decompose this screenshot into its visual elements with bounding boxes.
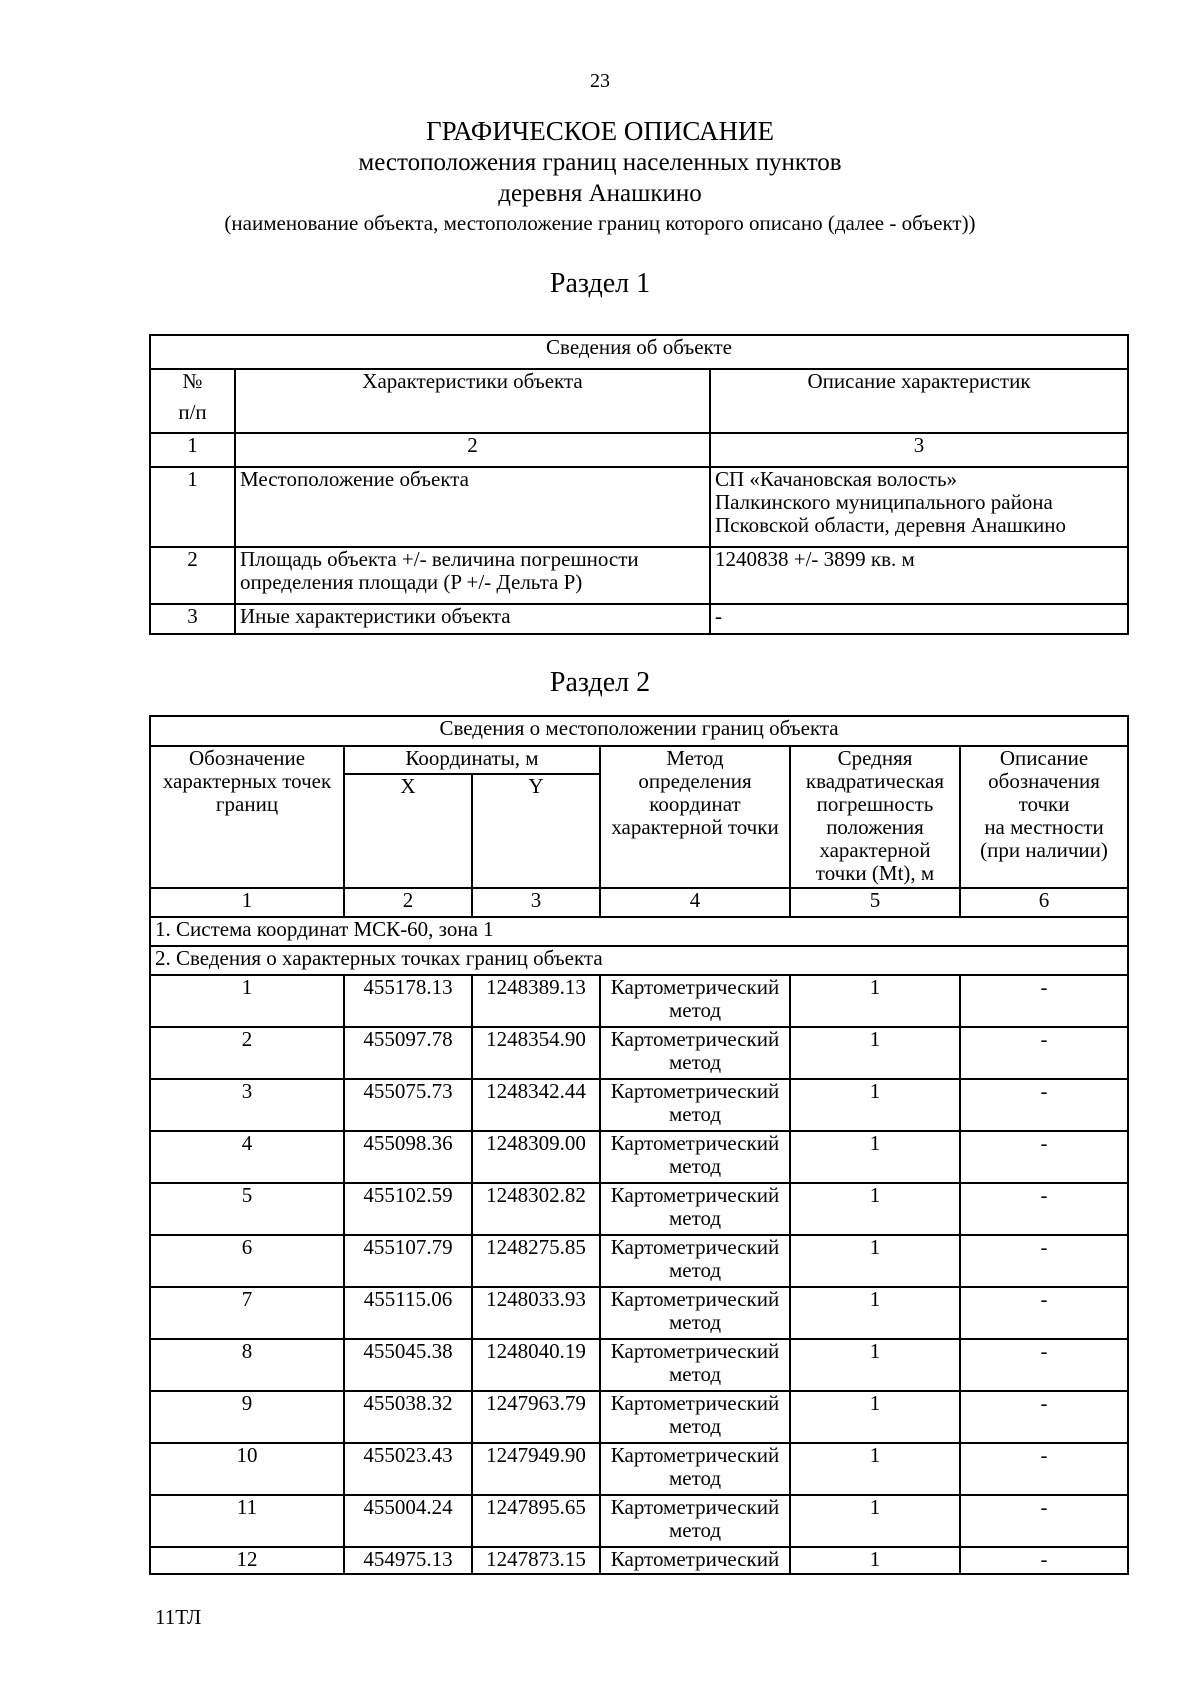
method-cell: Картометрический метод [600, 1131, 790, 1183]
point-description-cell: - [960, 1183, 1128, 1235]
column-header-number: № п/п [150, 369, 235, 433]
row-number: 1 [150, 467, 235, 547]
point-description-cell: - [960, 1339, 1128, 1391]
object-info-table [149, 334, 1129, 635]
point-id-cell: 1 [150, 975, 344, 1027]
table-row [150, 1131, 1128, 1183]
x-coordinate-cell: 455178.13 [344, 975, 472, 1027]
error-cell: 1 [790, 1183, 960, 1235]
error-cell: 1 [790, 1235, 960, 1287]
column-index: 1 [150, 888, 344, 917]
y-coordinate-cell: 1248302.82 [472, 1183, 600, 1235]
table-row [150, 547, 1128, 604]
table-title: Сведения об объекте [150, 335, 1128, 369]
x-coordinate-cell: 455023.43 [344, 1443, 472, 1495]
point-description-cell: - [960, 1287, 1128, 1339]
point-id-cell: 2 [150, 1027, 344, 1079]
x-coordinate-cell: 455097.78 [344, 1027, 472, 1079]
section-2-heading: Раздел 2 [549, 667, 651, 698]
description-cell: 1240838 +/- 3899 кв. м [710, 547, 1128, 604]
point-description-cell: - [960, 1027, 1128, 1079]
characteristic-cell: Иные характеристики объекта [235, 604, 710, 634]
column-index: 3 [472, 888, 600, 917]
document-subtitle: местоположения границ населенных пунктов [358, 149, 842, 176]
method-cell: Картометрический метод [600, 1235, 790, 1287]
method-cell: Картометрический метод [600, 1027, 790, 1079]
column-index: 6 [960, 888, 1128, 917]
object-name-caption: (наименование объекта, местоположение границ которого описано (далее - объект)) [224, 211, 976, 235]
point-description-cell: - [960, 1391, 1128, 1443]
point-id-cell: 9 [150, 1391, 344, 1443]
section-1-heading: Раздел 1 [549, 268, 651, 299]
column-header-method: Метод определения координат характерной точки [600, 746, 790, 888]
method-cell: Картометрический метод [600, 975, 790, 1027]
method-cell: Картометрический метод [600, 1391, 790, 1443]
x-coordinate-cell: 455075.73 [344, 1079, 472, 1131]
row-number: 2 [150, 547, 235, 604]
boundary-points-table [149, 715, 1129, 1575]
points-body [150, 975, 1128, 1574]
description-cell: СП «Качановская волость» Палкинского муниципального района Псковской области, деревня Анашкино [710, 467, 1128, 547]
column-index: 2 [344, 888, 472, 917]
column-index: 5 [790, 888, 960, 917]
y-coordinate-cell: 1247873.15 [472, 1547, 600, 1574]
point-description-cell: - [960, 1235, 1128, 1287]
point-id-cell: 5 [150, 1183, 344, 1235]
method-cell: Картометрический метод [600, 1287, 790, 1339]
point-id-cell: 10 [150, 1443, 344, 1495]
x-coordinate-cell: 455045.38 [344, 1339, 472, 1391]
coordinate-system-row: 1. Система координат МСК-60, зона 1 [150, 917, 1128, 946]
column-index: 3 [710, 433, 1128, 467]
characteristic-cell: Площадь объекта +/- величина погрешности определения площади (P +/- Дельта P) [235, 547, 710, 604]
error-cell: 1 [790, 1131, 960, 1183]
table-row [150, 467, 1128, 547]
y-coordinate-cell: 1247895.65 [472, 1495, 600, 1547]
y-coordinate-cell: 1248033.93 [472, 1287, 600, 1339]
page-number: 23 [590, 70, 610, 92]
error-cell: 1 [790, 1547, 960, 1574]
error-cell: 1 [790, 1079, 960, 1131]
error-cell: 1 [790, 1027, 960, 1079]
column-header-x: X [344, 774, 472, 888]
y-coordinate-cell: 1248040.19 [472, 1339, 600, 1391]
table-row [150, 975, 1128, 1027]
point-description-cell: - [960, 1495, 1128, 1547]
x-coordinate-cell: 455004.24 [344, 1495, 472, 1547]
x-coordinate-cell: 455098.36 [344, 1131, 472, 1183]
column-index: 2 [235, 433, 710, 467]
method-cell: Картометрический метод [600, 1339, 790, 1391]
characteristic-cell: Местоположение объекта [235, 467, 710, 547]
column-index: 1 [150, 433, 235, 467]
table-row [150, 1027, 1128, 1079]
column-header-point-description: Описание обозначения точки на местности (при наличии) [960, 746, 1128, 888]
table-row [150, 1287, 1128, 1339]
error-cell: 1 [790, 1443, 960, 1495]
table-title: Сведения о местоположении границ объекта [150, 716, 1128, 746]
column-header-y: Y [472, 774, 600, 888]
error-cell: 1 [790, 1495, 960, 1547]
table-row [150, 1339, 1128, 1391]
points-section-row: 2. Сведения о характерных точках границ объекта [150, 946, 1128, 975]
y-coordinate-cell: 1247949.90 [472, 1443, 600, 1495]
point-description-cell: - [960, 975, 1128, 1027]
table-row [150, 1495, 1128, 1547]
table-row [150, 1547, 1128, 1574]
column-index: 4 [600, 888, 790, 917]
method-cell: Картометрический метод [600, 1443, 790, 1495]
object-name: деревня Анашкино [498, 180, 702, 207]
column-header-error: Средняя квадратическая погрешность положения характерной точки (Mt), м [790, 746, 960, 888]
error-cell: 1 [790, 975, 960, 1027]
y-coordinate-cell: 1247963.79 [472, 1391, 600, 1443]
x-coordinate-cell: 455038.32 [344, 1391, 472, 1443]
row-number: 3 [150, 604, 235, 634]
error-cell: 1 [790, 1287, 960, 1339]
point-id-cell: 3 [150, 1079, 344, 1131]
table-row [150, 1391, 1128, 1443]
table-row [150, 1183, 1128, 1235]
point-id-cell: 4 [150, 1131, 344, 1183]
x-coordinate-cell: 455102.59 [344, 1183, 472, 1235]
y-coordinate-cell: 1248354.90 [472, 1027, 600, 1079]
point-description-cell: - [960, 1547, 1128, 1574]
y-coordinate-cell: 1248342.44 [472, 1079, 600, 1131]
y-coordinate-cell: 1248309.00 [472, 1131, 600, 1183]
column-header-point: Обозначение характерных точек границ [150, 746, 344, 888]
error-cell: 1 [790, 1339, 960, 1391]
column-header-coordinates: Координаты, м [344, 746, 600, 774]
point-id-cell: 11 [150, 1495, 344, 1547]
footer-code: 11ТЛ [155, 1605, 202, 1629]
table-row [150, 1079, 1128, 1131]
method-cell: Картометрический [600, 1547, 790, 1574]
error-cell: 1 [790, 1391, 960, 1443]
point-description-cell: - [960, 1079, 1128, 1131]
y-coordinate-cell: 1248275.85 [472, 1235, 600, 1287]
method-cell: Картометрический метод [600, 1495, 790, 1547]
x-coordinate-cell: 454975.13 [344, 1547, 472, 1574]
method-cell: Картометрический метод [600, 1183, 790, 1235]
x-coordinate-cell: 455115.06 [344, 1287, 472, 1339]
point-id-cell: 12 [150, 1547, 344, 1574]
point-id-cell: 8 [150, 1339, 344, 1391]
column-header-description: Описание характеристик [710, 369, 1128, 433]
table-row [150, 604, 1128, 634]
description-cell: - [710, 604, 1128, 634]
document-title: ГРАФИЧЕСКОЕ ОПИСАНИЕ [425, 116, 775, 146]
column-header-characteristic: Характеристики объекта [235, 369, 710, 433]
point-id-cell: 7 [150, 1287, 344, 1339]
point-id-cell: 6 [150, 1235, 344, 1287]
table-row [150, 1443, 1128, 1495]
document-header [0, 116, 1200, 237]
point-description-cell: - [960, 1131, 1128, 1183]
x-coordinate-cell: 455107.79 [344, 1235, 472, 1287]
y-coordinate-cell: 1248389.13 [472, 975, 600, 1027]
method-cell: Картометрический метод [600, 1079, 790, 1131]
table-row [150, 1235, 1128, 1287]
point-description-cell: - [960, 1443, 1128, 1495]
